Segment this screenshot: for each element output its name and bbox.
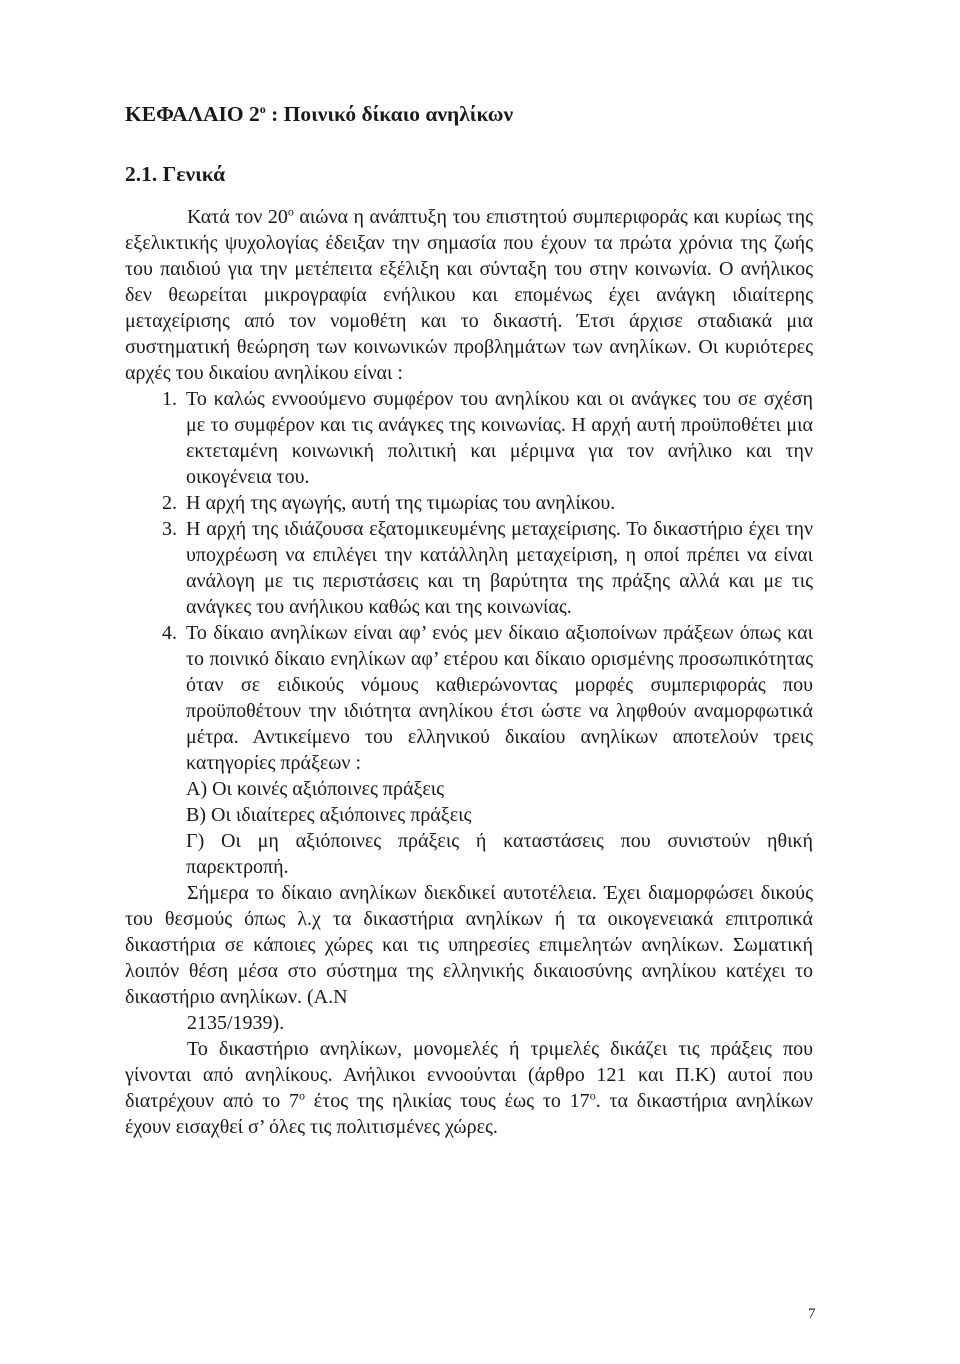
list-item (125, 386, 813, 490)
chapter-title-prefix: ΚΕΦΑΛΑΙΟ 2 (125, 102, 260, 126)
intro-paragraph (125, 204, 813, 386)
court-text-part3: . τα δικαστήρια ανηλίκων έχουν εισαχθεί σ’ όλες τις πολιτισμένες χώρες. (125, 1090, 813, 1138)
list-item-text: Το δίκαιο ανηλίκων είναι αφ’ ενός μεν δίκαιο αξιοποίνων πράξεων όπως και το ποινικό δίκαιο ενηλίκων αφ’ ετέρου και δίκαιο ορισμένης προσωπικότητας όταν σε ειδικούς νόμους καθιερώνοντας μορφές συμπεριφοράς που προϋποθέτουν την ιδιότητα ανηλίκου έτσι ώστε να ληφθούν αναμορφωτικά μέτρα. Αντικείμενο του ελληνικού δικαίου ανηλίκων αποτελούν τρεις κατηγορίες πράξεων : (186, 622, 813, 774)
court-text-part2: έτος της ηλικίας τους έως το 17 (305, 1090, 590, 1112)
principles-list (125, 386, 813, 776)
list-item-number: 1. (162, 388, 177, 410)
list-item-text: Η αρχή της αγωγής, αυτή της τιμωρίας του ανηλίκου. (186, 492, 616, 514)
chapter-title (125, 102, 513, 127)
list-item-number: 2. (162, 492, 177, 514)
court-text-part1: Το δικαστήριο ανηλίκων, μονομελές ή τριμελές δικάζει τις πράξεις που γίνονται από ανηλίκους. Ανήλικοι εννοούνται (άρθρο 121 και Π.Κ) αυτοί που διατρέχουν από το 7 (125, 1038, 813, 1112)
list-item-text: Το καλώς εννοούμενο συμφέρον του ανηλίκου και οι ανάγκες του σε σχέση με το συμφέρον και τις ανάγκες της κοινωνίας. Η αρχή αυτή προϋποθέτει μια εκτεταμένη κοινωνική πολιτική και μέριμνα για τον ανήλικο και την οικογένεια του. (186, 388, 813, 488)
offence-categories (125, 776, 813, 880)
chapter-title-superscript: ο (259, 101, 266, 116)
list-item-number: 3. (162, 518, 177, 540)
list-item-text: Η αρχή της ιδιάζουσα εξατομικευμένης μεταχείρισης. Το δικαστήριο έχει την υποχρέωση να επιλέγει την κατάλληλη μεταχείριση, η οποί πρέπει να είναι ανάλογη με τις περιστάσεις και τη βαρύτητα της πράξης αλλά και με τις ανάγκες του ανήλικου καθώς και της κοινωνίας. (186, 518, 813, 618)
autonomy-paragraph (125, 880, 813, 1036)
list-item-number: 4. (162, 622, 177, 644)
intro-text-part1: Κατά τον 20 (187, 206, 288, 228)
list-item (125, 620, 813, 776)
list-item (125, 490, 813, 516)
law-reference: 2135/1939). (187, 1012, 285, 1034)
category-item: Γ) Οι μη αξιόποινες πράξεις ή καταστάσεις που συνιστούν ηθική παρεκτροπή. (186, 830, 813, 878)
section-title: 2.1. Γενικά (125, 162, 226, 186)
category-item: Α) Οι κοινές αξιόποινες πράξεις (186, 778, 445, 800)
autonomy-text: Σήμερα το δίκαιο ανηλίκων διεκδικεί αυτοτέλεια. Έχει διαμορφώσει δικούς του θεσμούς όπως λ.χ τα δικαστήρια ανηλίκων ή τα οικογενειακά επιτροπικά δικαστήρια σε κάποιες χώρες και τις υπηρεσίες επιμελητών ανηλίκων. Σωματική λοιπόν θέση μέσα στο σύστημα της ελληνικής δικαιοσύνης ανηλίκου κατέχει το δικαστήριο ανηλίκων. (Α.Ν (125, 882, 813, 1008)
list-item (125, 516, 813, 620)
court-superscript-2: ο (589, 1088, 596, 1103)
court-superscript-1: ο (299, 1088, 305, 1103)
intro-superscript: ο (287, 204, 294, 219)
page-number: 7 (808, 1306, 816, 1322)
category-item: Β) Οι ιδιαίτερες αξιόποινες πράξεις (186, 804, 472, 826)
court-paragraph (125, 1036, 813, 1140)
intro-text-part2: αιώνα η ανάπτυξη του επιστητού συμπεριφοράς και κυρίως της εξελικτικής ψυχολογίας έδειξαν την σημασία που έχουν τα πρώτα χρόνια της ζωής του παιδιού για την μετέπειτα εξέλιξη και σύνταξη του στην κοινωνία. Ο ανήλικος δεν θεωρείται μικρογραφία ενήλικου και επομένως έχει ανάγκη ιδιαίτερης μεταχείρισης από τον νομοθέτη και το δικαστή. Έτσι άρχισε σταδιακά μια συστηματική θεώρηση των κοινωνικών προβλημάτων των ανηλίκων. Οι κυριότερες αρχές του δικαίου ανηλίκου είναι : (125, 206, 813, 384)
chapter-title-suffix: : Ποινικό δίκαιο ανηλίκων (265, 102, 514, 126)
body-text (125, 204, 813, 1140)
